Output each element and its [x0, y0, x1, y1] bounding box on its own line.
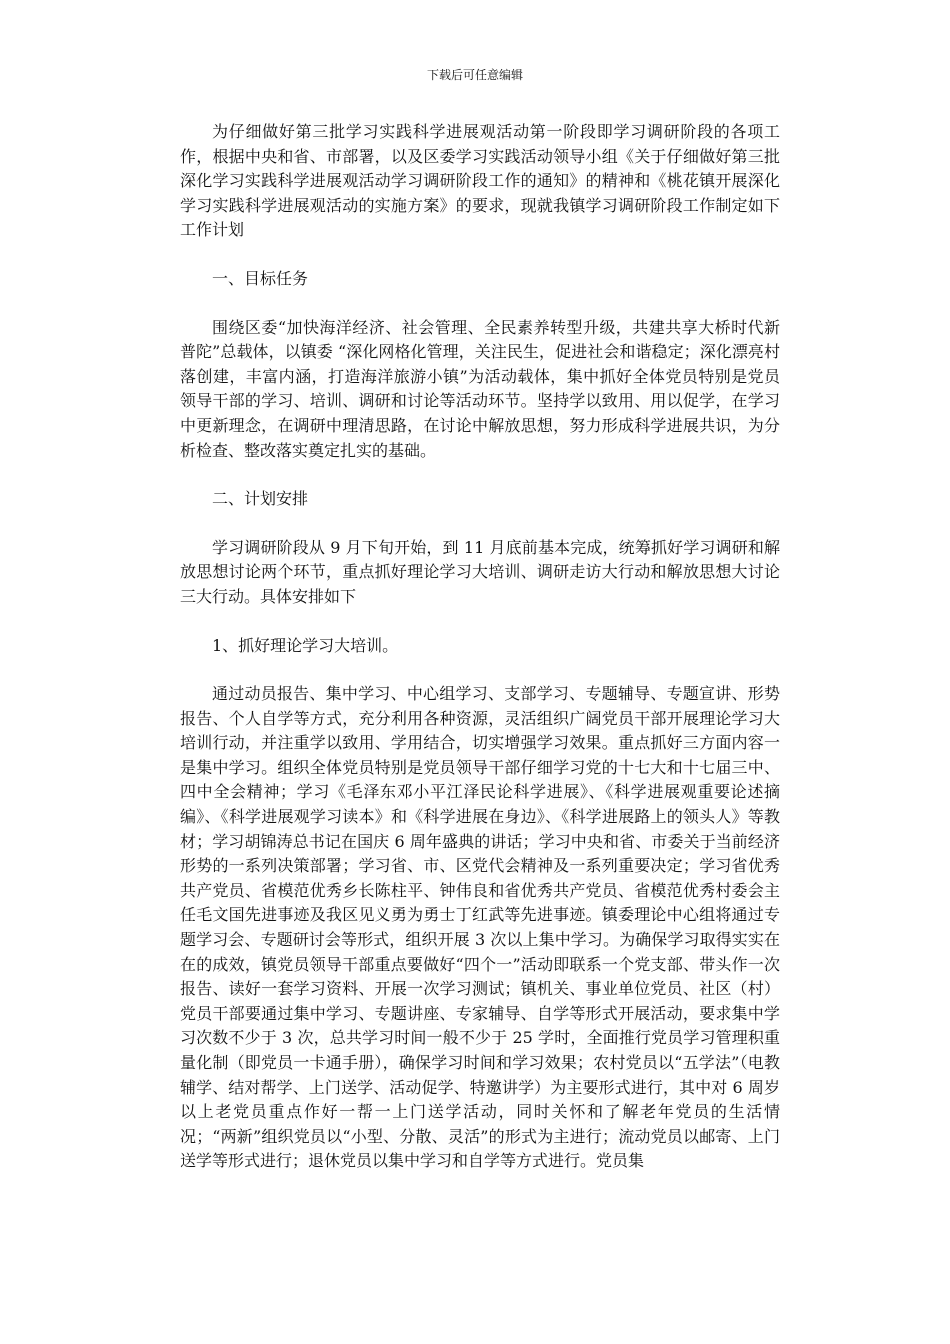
document-body [180, 120, 780, 1174]
intro-paragraph: 为仔细做好第三批学习实践科学进展观活动第一阶段即学习调研阶段的各项工作，根据中央和省、市部署，以及区委学习实践活动领导小组《关于仔细做好第三批深化学习实践科学进展观活动学习调研阶段工作的通知》的精神和《桃花镇开展深化学习实践科学进展观活动的实施方案》的要求，现就我镇学习调研阶段工作制定如下工作计划 [180, 122, 780, 240]
goals-paragraph: 围绕区委“加快海洋经济、社会管理、全民素养转型升级，共建共享大桥时代新普陀”总载体，以镇委 “深化网格化管理，关注民生，促进社会和谐稳定；深化漂亮村落创建，丰富内涵，打造海洋旅游小镇”为活动载体，集中抓好全体党员特别是党员领导干部的学习、培训、调研和讨论等活动环节。坚持学以致用、用以促学，在学习中更新理念，在调研中理清思路，在讨论中解放思想，努力形成科学进展共识，为分析检查、整改落实奠定扎实的基础。 [180, 317, 780, 460]
plan-paragraph: 学习调研阶段从 9 月下旬开始，到 11 月底前基本完成，统筹抓好学习调研和解放思想讨论两个环节，重点抓好理论学习大培训、调研走访大行动和解放思想大讨论三大行动。具体安排如下 [180, 537, 780, 606]
subsection-heading-training: 1、抓好理论学习大培训。 [212, 635, 399, 655]
section-heading-goals: 一、目标任务 [212, 268, 309, 288]
download-note: 下载后可任意编辑 [426, 68, 523, 82]
section-heading-plan: 二、计划安排 [212, 489, 309, 509]
training-paragraph: 通过动员报告、集中学习、中心组学习、支部学习、专题辅导、专题宣讲、形势报告、个人自学等方式，充分利用各种资源，灵活组织广阔党员干部开展理论学习大培训行动，并注重学以致用、学用结合，切实增强学习效果。重点抓好三方面内容一是集中学习。组织全体党员特别是党员领导干部仔细学习党的十七大和十七届三中、四中全会精神；学习《毛泽东邓小平江泽民论科学进展》、《科学进展观重要论述摘编》、《科学进展观学习读本》和《科学进展在身边》、《科学进展路上的领头人》等教材；学习胡锦涛总书记在国庆 6 周年盛典的讲话；学习中央和省、市委关于当前经济形势的一系列决策部署；学习省、市、区党代会精神及一系列重要决定；学习省优秀共产党员、省模范优秀乡长陈柱平、钟伟良和省优秀共产党员、省模范优秀村委会主任毛文国先进事迹及我区见义勇为勇士丁红武等先进事迹。镇委理论中心组将通过专题学习会、专题研讨会等形式，组织开展 3 次以上集中学习。为确保学习取得实实在在的成效，镇党员领导干部重点要做好“四个一”活动即联系一个党支部、带头作一次报告、读好一套学习资料、开展一次学习测试；镇机关、事业单位党员、社区（村）党员干部要通过集中学习、专题讲座、专家辅导、自学等形式开展活动，要求集中学习次数不少于 3 次，总共学习时间一般不少于 25 学时，全面推行党员学习管理积重量化制（即党员一卡通手册），确保学习时间和学习效果；农村党员以“五学法”（电教辅学、结对帮学、上门送学、活动促学、特邀讲学）为主要形式进行，其中对 6 周岁以上老党员重点作好一帮一上门送学活动，同时关怀和了解老年党员的生活情况；“两新”组织党员以“小型、分散、灵活”的形式为主进行；流动党员以邮寄、上门送学等形式进行；退休党员以集中学习和自学等方式进行。党员集 [180, 684, 780, 1171]
